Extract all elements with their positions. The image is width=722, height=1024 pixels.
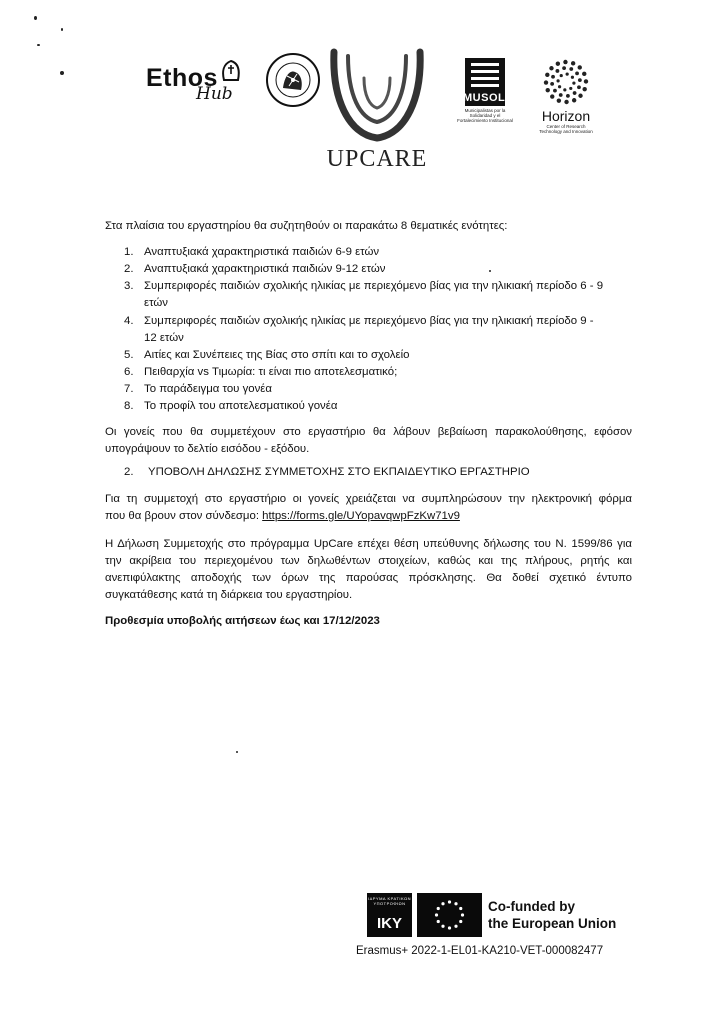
sunburst-dot-icon: [560, 74, 563, 77]
upcare-logo-word: UPCARE: [326, 146, 428, 172]
section-number: 2.: [124, 466, 134, 478]
upcare-logo: [326, 48, 428, 172]
sunburst-dot-icon: [566, 72, 569, 75]
eu-star-icon: [448, 900, 451, 903]
scan-speck: [236, 751, 238, 753]
cofunded-line2: the European Union: [488, 916, 617, 931]
sunburst-dot-icon: [569, 87, 572, 90]
project-code: Erasmus+ 2022-1-EL01-KA210-VET-000082477: [356, 945, 604, 957]
topic-text: Αναπτυξιακά χαρακτηριστικά παιδιών 9-12 ετών: [144, 263, 386, 275]
iky-logo-subtitle: ΙΔΡΥΜΑ ΚΡΑΤΙΚΩΝ ΥΠΟΤΡΟΦΙΩΝ: [367, 896, 412, 906]
scan-speck: [489, 270, 491, 272]
sunburst-dot-icon: [553, 89, 557, 93]
sunburst-dot-icon: [550, 82, 554, 86]
scan-speck: [61, 28, 63, 31]
topic-text: Συμπεριφορές παιδιών σχολικής ηλικίας με περιεχόμενο βίας για την ηλικιακή περίοδο 9 -: [144, 315, 594, 327]
horizon-logo: [535, 58, 597, 138]
topic-text: Αναπτυξιακά χαρακτηριστικά παιδιών 6-9 ετών: [144, 246, 380, 258]
eu-star-icon: [437, 920, 440, 923]
eu-star-icon: [448, 926, 451, 929]
participation-text: που θα βρουν στον σύνδεσμο:: [105, 510, 259, 522]
attendance-paragraph-line2: υπογράψουν το δελτίο εισόδου - εξόδου.: [105, 443, 310, 455]
eu-flag-icon: [417, 893, 482, 937]
sunburst-dot-icon: [571, 61, 575, 65]
scan-speck: [60, 71, 64, 75]
topic-number: 2.: [124, 263, 134, 275]
sunburst-dot-icon: [577, 85, 581, 89]
sunburst-dot-icon: [563, 88, 566, 91]
sunburst-dot-icon: [545, 73, 549, 77]
sunburst-dot-icon: [572, 98, 576, 102]
declaration-paragraph-line1: Η Δήλωση Συμμετοχής στο πρόγραμμα UpCare επέχει θέση υπεύθυνης δήλωσης του Ν. 1599/86 για: [105, 538, 632, 550]
sunburst-dot-icon: [562, 66, 566, 70]
eu-star-icon: [454, 902, 457, 905]
topic-text: Το παράδειγμα του γονέα: [144, 383, 272, 395]
sunburst-dot-icon: [569, 67, 573, 71]
topic-number: 7.: [124, 383, 134, 395]
sunburst-dot-icon: [573, 91, 577, 95]
sunburst-dot-icon: [563, 60, 567, 64]
declaration-paragraph-line2: την ακρίβεια του περιεχομένου των δηλωθέντων στοιχείων, καθώς και της πλήρους, ρητής και: [105, 555, 632, 567]
sunburst-dot-icon: [572, 82, 575, 85]
cofunded-label: [488, 898, 616, 932]
topic-number: 6.: [124, 366, 134, 378]
attendance-paragraph-line1: Οι γονείς που θα συμμετέχουν στο εργαστήριο θα λάβουν βεβαίωση παρακολούθησης, εφόσον: [105, 426, 632, 438]
musol-logo-name: MUSOL: [463, 92, 506, 104]
ethos-logo-word: Ethos: [146, 64, 218, 92]
topic-text-continued: ετών: [144, 297, 169, 309]
sunburst-dot-icon: [546, 88, 550, 92]
sunburst-dot-icon: [564, 100, 568, 104]
topic-number: 8.: [124, 400, 134, 412]
eu-star-icon: [441, 925, 444, 928]
musol-logo-subtitle: Municipalistas por la Solidaridad y el Fortalecimiento Institucional: [457, 108, 513, 123]
sunburst-dot-icon: [557, 98, 561, 102]
iky-logo-word: IKY: [376, 915, 402, 932]
sunburst-dot-icon: [559, 93, 563, 97]
sunburst-dot-icon: [566, 94, 570, 98]
participation-paragraph-line2: [105, 508, 460, 525]
musol-stripes-icon: [465, 60, 505, 92]
sunburst-dot-icon: [556, 69, 560, 73]
sunburst-icon: [535, 58, 597, 108]
municipality-acharnes-seal: [265, 52, 321, 108]
sunburst-dot-icon: [571, 76, 574, 79]
topic-text: Συμπεριφορές παιδιών σχολικής ηλικίας με περιεχόμενο βίας για την ηλικιακή περίοδο 6 - 9: [144, 280, 604, 292]
registration-form-link[interactable]: https://forms.gle/UYopavqwpFzKw71v9: [262, 510, 460, 522]
participation-paragraph-line1: Για τη συμμετοχή στο εργαστήριο οι γονείς χρειάζεται να συμπληρώσουν την ηλεκτρονική φόρμα: [105, 493, 632, 505]
eu-star-icon: [454, 925, 457, 928]
eu-star-icon: [461, 913, 464, 916]
sunburst-dot-icon: [578, 78, 582, 82]
eu-star-icon: [435, 913, 438, 916]
scan-speck: [37, 44, 40, 46]
upcare-mark-icon: [326, 48, 428, 144]
iky-logo: [367, 893, 412, 937]
sunburst-dot-icon: [578, 65, 582, 69]
sunburst-dot-icon: [582, 87, 586, 91]
ethos-hub-logo: [146, 58, 246, 108]
sunburst-dot-icon: [558, 85, 561, 88]
sunburst-dot-icon: [582, 72, 586, 76]
sunburst-dot-icon: [578, 94, 582, 98]
helmet-icon: [220, 58, 242, 84]
declaration-paragraph-line3: ανεπιφύλακτης αποδοχής των όρων της παρούσας πρόσκλησης. Θα δοθεί σχετικό έντυπο: [105, 572, 632, 584]
sunburst-dot-icon: [550, 94, 554, 98]
sunburst-dot-icon: [549, 66, 553, 70]
topic-number: 5.: [124, 349, 134, 361]
topic-number: 4.: [124, 315, 134, 327]
hub-logo-word: Hub: [196, 84, 233, 104]
topic-text: Πειθαρχία vs Τιμωρία: τι είναι πιο αποτελεσματικό;: [144, 366, 398, 378]
eu-star-icon: [437, 907, 440, 910]
horizon-logo-subtitle: Center of Research Technology and Innovation: [539, 124, 593, 134]
eu-star-icon: [459, 920, 462, 923]
topic-number: 3.: [124, 280, 134, 292]
eu-star-icon: [459, 907, 462, 910]
topic-number: 1.: [124, 246, 134, 258]
sunburst-dot-icon: [556, 62, 560, 66]
topic-text-continued: 12 ετών: [144, 332, 184, 344]
sunburst-dot-icon: [575, 72, 579, 76]
eu-star-icon: [441, 902, 444, 905]
cofunded-line1: Co-funded by: [488, 899, 575, 914]
scan-speck: [34, 16, 37, 20]
sunburst-dot-icon: [551, 75, 555, 79]
topic-text: Αιτίες και Συνέπειες της Βίας στο σπίτι και το σχολείο: [144, 349, 410, 361]
horizon-logo-name: Horizon: [541, 108, 591, 124]
declaration-paragraph-line4: συγκατάθεσης κατά τη διάρκεια του εργαστηρίου.: [105, 589, 353, 601]
musol-logo: [457, 58, 513, 138]
sunburst-dot-icon: [556, 79, 559, 82]
intro-text: Στα πλαίσια του εργαστηρίου θα συζητηθούν οι παρακάτω 8 θεματικές ενότητες:: [105, 220, 508, 232]
sunburst-dot-icon: [584, 79, 588, 83]
topic-text: Το προφίλ του αποτελεσματικού γονέα: [144, 400, 338, 412]
section-heading: ΥΠΟΒΟΛΗ ΔΗΛΩΣΗΣ ΣΥΜΜΕΤΟΧΗΣ ΣΤΟ ΕΚΠΑΙΔΕΥΤΙΚΟ ΕΡΓΑΣΤΗΡΙΟ: [148, 466, 530, 478]
deadline-text: Προθεσμία υποβολής αιτήσεων έως και 17/12/2023: [105, 615, 380, 627]
sunburst-dot-icon: [544, 80, 548, 84]
